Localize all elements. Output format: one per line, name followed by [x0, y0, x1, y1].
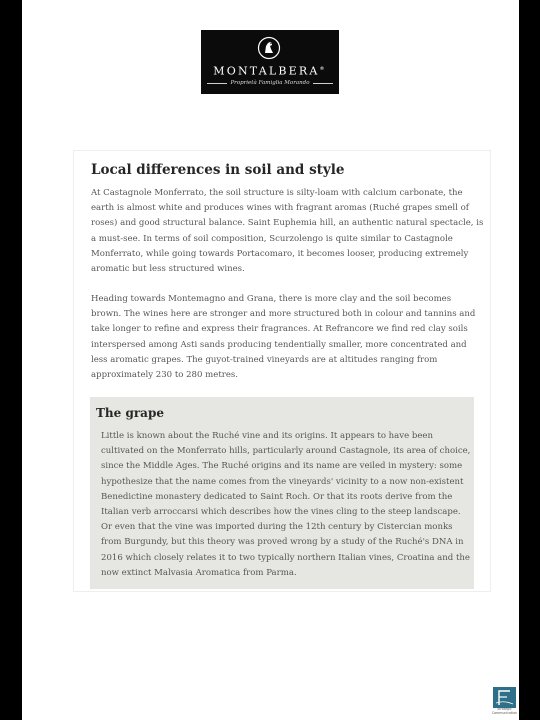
- text-line: Benedictine monastery dedicated to Saint Roch. Or that its roots derive from the: [101, 491, 453, 502]
- paragraph-soil-montemagno: [91, 292, 475, 383]
- logo-tagline: Proprietà Famiglia Morando: [230, 80, 310, 86]
- grape-box-text: [101, 429, 470, 581]
- text-line: Italian verb arroccarsi which describes how the vines cling to the steep landscape.: [101, 507, 461, 518]
- article-title: Local differences in soil and style: [91, 162, 345, 178]
- text-line: Heading towards Montemagno and Grana, there is more clay and the soil becomes: [91, 294, 452, 304]
- text-line: a must-see. In terms of soil composition, Scurzolengo is quite similar to Castagnole: [91, 233, 453, 244]
- article-card: [73, 150, 491, 592]
- text-line: earth is almost white and produces wines with fragrant aromas (Ruché grapes smell of: [91, 203, 469, 214]
- text-line: 2016 which closely relates it to two typically northern Italian vines, Croatina and the: [101, 552, 470, 563]
- text-line: Little is known about the Ruché vine and its origins. It appears to have been: [101, 431, 433, 441]
- text-line: Monferrato, while going towards Portacomaro, it becomes looser, producing extremely: [91, 248, 469, 259]
- logo-wordmark: MONTALBERA®: [213, 64, 327, 78]
- text-line: take longer to refine and express their fragrances. At Refrancore we find red clay soils: [91, 324, 468, 335]
- text-line: aromatic but less structured wines.: [91, 264, 245, 275]
- grape-box-title: The grape: [96, 406, 164, 420]
- horse-crest-icon: [257, 36, 281, 60]
- corner-logo-mark-icon: [493, 687, 516, 708]
- text-line: approximately 230 to 280 metres.: [91, 370, 238, 381]
- corner-logo-text: Strategic Communication: [491, 707, 518, 715]
- text-line: hypothesize that the name comes from the vineyards' vicinity to a now non-existent: [101, 476, 464, 487]
- letter-f-icon: [493, 687, 516, 708]
- paragraph-soil-castagnole: [91, 186, 484, 277]
- page: [22, 0, 519, 720]
- text-line: At Castagnole Monferrato, the soil structure is silty-loam with calcium carbonate, the: [91, 188, 463, 198]
- text-line: Or even that the vine was imported during the 12th century by Cistercian monks: [101, 522, 453, 533]
- text-line: brown. The wines here are stronger and more structured both in colour and tannins and: [91, 309, 476, 320]
- text-line: cultivated on the Monferrato hills, particularly around Castagnole, its area of choice,: [101, 446, 471, 457]
- text-line: roses) and good structural balance. Saint Euphemia hill, an authentic natural spectacle, is: [91, 218, 484, 229]
- text-line: less aromatic grapes. The guyot-trained vineyards are at altitudes ranging from: [91, 354, 438, 365]
- text-line: since the Middle Ages. The Ruché origins and its name are veiled in mystery: some: [101, 461, 463, 472]
- text-line: interspersed among Asti sands producing tendentially smaller, more concentrated and: [91, 339, 467, 350]
- montalbera-logo: [201, 30, 339, 94]
- text-line: now extinct Malvasia Aromatica from Parma.: [101, 567, 297, 578]
- text-line: from Burgundy, but this theory was proved wrong by a study of the Ruché's DNA in: [101, 537, 464, 548]
- strategic-communication-logo[interactable]: [491, 686, 518, 716]
- grape-info-box: [90, 397, 474, 589]
